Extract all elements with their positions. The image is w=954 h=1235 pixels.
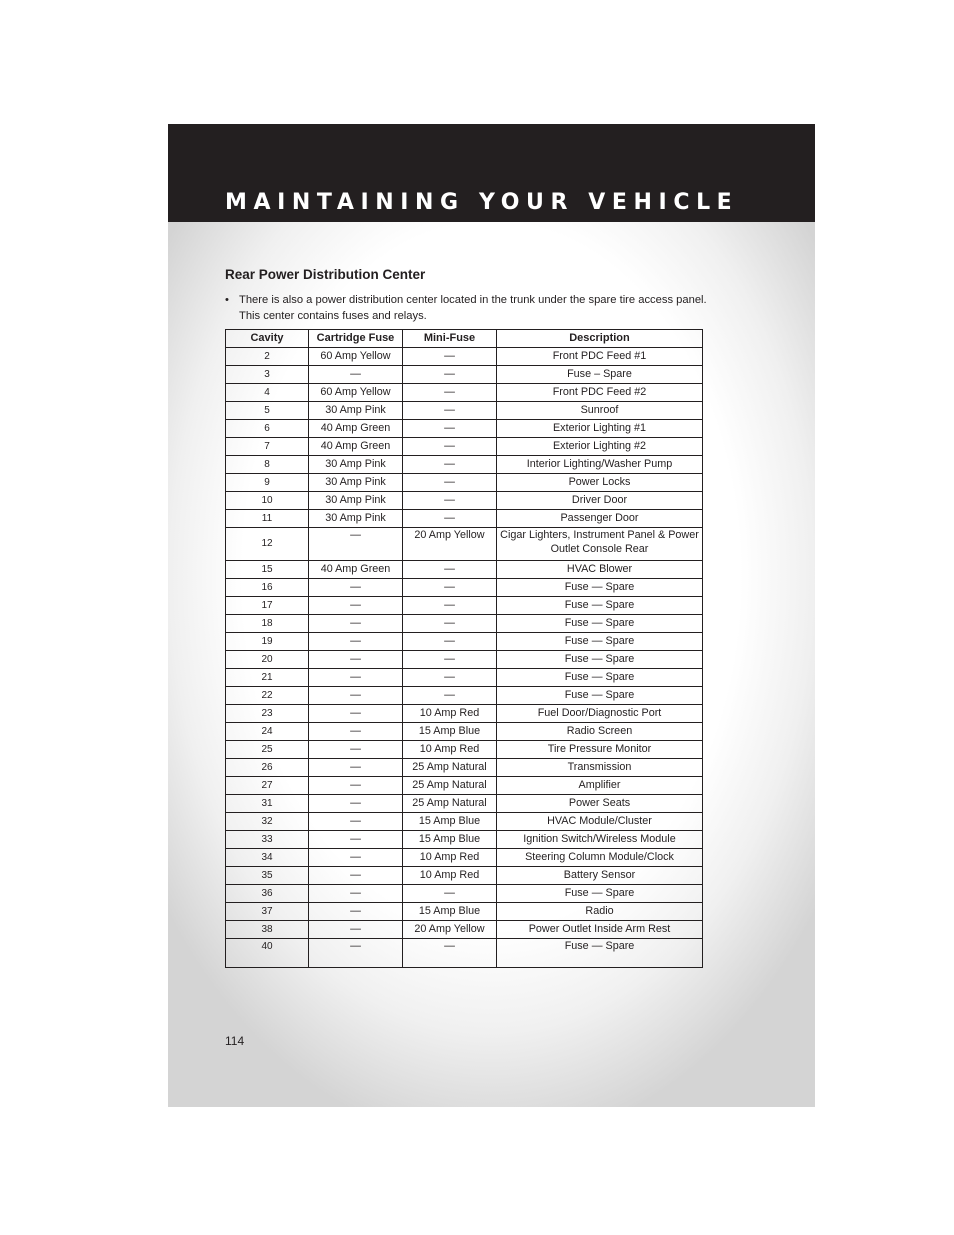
table-row	[226, 669, 703, 687]
manual-page	[168, 124, 815, 1107]
table-row	[226, 456, 703, 474]
table-row	[226, 420, 703, 438]
table-row	[226, 813, 703, 831]
description-cell: Front PDC Feed #2	[497, 384, 703, 402]
table-row	[226, 366, 703, 384]
description-cell: Transmission	[497, 759, 703, 777]
description-cell: Sunroof	[497, 402, 703, 420]
mini-fuse-cell: 10 Amp Red	[403, 705, 497, 723]
table-row	[226, 885, 703, 903]
mini-fuse-cell: 20 Amp Yellow	[403, 528, 497, 561]
cartridge-fuse-cell: —	[309, 723, 403, 741]
cavity-cell: 26	[226, 759, 309, 777]
table-header-row	[226, 330, 703, 348]
description-cell: Front PDC Feed #1	[497, 348, 703, 366]
cartridge-fuse-cell: —	[309, 867, 403, 885]
description-cell: Fuse — Spare	[497, 939, 703, 968]
cavity-cell: 22	[226, 687, 309, 705]
description-cell: Power Outlet Inside Arm Rest	[497, 921, 703, 939]
table-row	[226, 579, 703, 597]
mini-fuse-cell: 10 Amp Red	[403, 849, 497, 867]
mini-fuse-cell: —	[403, 615, 497, 633]
table-row	[226, 492, 703, 510]
cavity-cell: 5	[226, 402, 309, 420]
cavity-cell: 6	[226, 420, 309, 438]
cavity-cell: 11	[226, 510, 309, 528]
cartridge-fuse-cell: 30 Amp Pink	[309, 474, 403, 492]
mini-fuse-cell: 20 Amp Yellow	[403, 921, 497, 939]
mini-fuse-cell: —	[403, 366, 497, 384]
description-cell: Fuse — Spare	[497, 597, 703, 615]
mini-fuse-cell: —	[403, 510, 497, 528]
cartridge-fuse-cell: 60 Amp Yellow	[309, 348, 403, 366]
table-row	[226, 795, 703, 813]
cartridge-fuse-cell: —	[309, 366, 403, 384]
cartridge-fuse-cell: —	[309, 687, 403, 705]
table-row	[226, 705, 703, 723]
mini-fuse-cell: —	[403, 492, 497, 510]
table-row	[226, 348, 703, 366]
cartridge-fuse-cell: 40 Amp Green	[309, 561, 403, 579]
mini-fuse-cell: —	[403, 561, 497, 579]
mini-fuse-cell: —	[403, 384, 497, 402]
table-row	[226, 849, 703, 867]
cartridge-fuse-cell: —	[309, 831, 403, 849]
description-cell: Interior Lighting/Washer Pump	[497, 456, 703, 474]
mini-fuse-cell: —	[403, 633, 497, 651]
description-cell: Exterior Lighting #2	[497, 438, 703, 456]
cartridge-fuse-cell: 30 Amp Pink	[309, 456, 403, 474]
description-cell: Fuse — Spare	[497, 615, 703, 633]
mini-fuse-cell: 25 Amp Natural	[403, 777, 497, 795]
mini-fuse-cell: —	[403, 420, 497, 438]
cartridge-fuse-cell: —	[309, 849, 403, 867]
cavity-cell: 27	[226, 777, 309, 795]
mini-fuse-cell: —	[403, 669, 497, 687]
description-cell: Fuse — Spare	[497, 579, 703, 597]
description-cell: Battery Sensor	[497, 867, 703, 885]
cartridge-fuse-cell: —	[309, 741, 403, 759]
table-row	[226, 402, 703, 420]
cartridge-fuse-cell: —	[309, 705, 403, 723]
cartridge-fuse-cell: —	[309, 795, 403, 813]
table-row	[226, 687, 703, 705]
table-row	[226, 777, 703, 795]
cartridge-fuse-cell: —	[309, 903, 403, 921]
cartridge-fuse-cell: —	[309, 597, 403, 615]
table-row	[226, 831, 703, 849]
cartridge-fuse-cell: —	[309, 528, 403, 561]
mini-fuse-cell: 15 Amp Blue	[403, 723, 497, 741]
description-cell: Cigar Lighters, Instrument Panel & Power Outlet Console Rear	[497, 528, 703, 561]
cavity-cell: 36	[226, 885, 309, 903]
description-cell: HVAC Blower	[497, 561, 703, 579]
cartridge-fuse-cell: —	[309, 885, 403, 903]
table-row	[226, 741, 703, 759]
cavity-cell: 4	[226, 384, 309, 402]
mini-fuse-cell: —	[403, 687, 497, 705]
mini-fuse-cell: 15 Amp Blue	[403, 831, 497, 849]
mini-fuse-cell: —	[403, 597, 497, 615]
table-body	[226, 348, 703, 968]
cavity-cell: 8	[226, 456, 309, 474]
cavity-cell: 9	[226, 474, 309, 492]
page-number: 114	[225, 1034, 245, 1048]
description-cell: Radio	[497, 903, 703, 921]
mini-fuse-cell: —	[403, 651, 497, 669]
description-cell: Ignition Switch/Wireless Module	[497, 831, 703, 849]
cartridge-fuse-cell: —	[309, 777, 403, 795]
description-cell: HVAC Module/Cluster	[497, 813, 703, 831]
table-row	[226, 903, 703, 921]
table-row	[226, 474, 703, 492]
cavity-cell: 24	[226, 723, 309, 741]
description-cell: Fuse — Spare	[497, 687, 703, 705]
description-cell: Fuse — Spare	[497, 669, 703, 687]
cavity-cell: 40	[226, 939, 309, 968]
table-row	[226, 867, 703, 885]
description-cell: Power Seats	[497, 795, 703, 813]
cavity-cell: 12	[226, 528, 309, 561]
cavity-cell: 7	[226, 438, 309, 456]
description-cell: Fuse — Spare	[497, 633, 703, 651]
mini-fuse-cell: 10 Amp Red	[403, 867, 497, 885]
cavity-cell: 15	[226, 561, 309, 579]
cavity-cell: 31	[226, 795, 309, 813]
cavity-cell: 17	[226, 597, 309, 615]
cavity-cell: 10	[226, 492, 309, 510]
description-cell: Power Locks	[497, 474, 703, 492]
cavity-cell: 35	[226, 867, 309, 885]
cavity-cell: 32	[226, 813, 309, 831]
cavity-cell: 21	[226, 669, 309, 687]
section-heading: Rear Power Distribution Center	[225, 267, 426, 282]
cartridge-fuse-cell: —	[309, 939, 403, 968]
cartridge-fuse-cell: 30 Amp Pink	[309, 510, 403, 528]
description-cell: Driver Door	[497, 492, 703, 510]
mini-fuse-cell: —	[403, 885, 497, 903]
table-row	[226, 597, 703, 615]
cartridge-fuse-cell: 30 Amp Pink	[309, 492, 403, 510]
fuse-table	[225, 329, 703, 968]
mini-fuse-cell: —	[403, 579, 497, 597]
mini-fuse-cell: 15 Amp Blue	[403, 813, 497, 831]
bullet-marker: •	[225, 294, 229, 306]
cavity-cell: 25	[226, 741, 309, 759]
column-header-mini-fuse: Mini-Fuse	[403, 330, 497, 348]
cavity-cell: 20	[226, 651, 309, 669]
description-cell: Fuse — Spare	[497, 651, 703, 669]
table-row	[226, 921, 703, 939]
mini-fuse-cell: 25 Amp Natural	[403, 795, 497, 813]
description-cell: Radio Screen	[497, 723, 703, 741]
table-row	[226, 633, 703, 651]
mini-fuse-cell: 25 Amp Natural	[403, 759, 497, 777]
description-cell: Fuse — Spare	[497, 885, 703, 903]
cavity-cell: 3	[226, 366, 309, 384]
table-row	[226, 438, 703, 456]
header-banner	[168, 124, 815, 222]
cartridge-fuse-cell: —	[309, 921, 403, 939]
cartridge-fuse-cell: —	[309, 633, 403, 651]
cartridge-fuse-cell: 40 Amp Green	[309, 438, 403, 456]
column-header-cartridge-fuse: Cartridge Fuse	[309, 330, 403, 348]
page-title: MAINTAINING YOUR VEHICLE	[225, 190, 739, 215]
table-row	[226, 651, 703, 669]
description-cell: Amplifier	[497, 777, 703, 795]
cavity-cell: 2	[226, 348, 309, 366]
table-row	[226, 723, 703, 741]
cavity-cell: 23	[226, 705, 309, 723]
cartridge-fuse-cell: —	[309, 615, 403, 633]
mini-fuse-cell: —	[403, 456, 497, 474]
cartridge-fuse-cell: —	[309, 813, 403, 831]
bullet-paragraph	[225, 292, 715, 324]
cartridge-fuse-cell: —	[309, 651, 403, 669]
cavity-cell: 37	[226, 903, 309, 921]
mini-fuse-cell: —	[403, 402, 497, 420]
cavity-cell: 16	[226, 579, 309, 597]
description-cell: Tire Pressure Monitor	[497, 741, 703, 759]
mini-fuse-cell: —	[403, 474, 497, 492]
description-cell: Steering Column Module/Clock	[497, 849, 703, 867]
mini-fuse-cell: —	[403, 939, 497, 968]
mini-fuse-cell: 15 Amp Blue	[403, 903, 497, 921]
cartridge-fuse-cell: —	[309, 759, 403, 777]
column-header-cavity: Cavity	[226, 330, 309, 348]
cavity-cell: 38	[226, 921, 309, 939]
cartridge-fuse-cell: —	[309, 579, 403, 597]
description-cell: Exterior Lighting #1	[497, 420, 703, 438]
table-row	[226, 384, 703, 402]
cavity-cell: 19	[226, 633, 309, 651]
description-cell: Passenger Door	[497, 510, 703, 528]
table-row	[226, 528, 703, 561]
cartridge-fuse-cell: 60 Amp Yellow	[309, 384, 403, 402]
table-row	[226, 561, 703, 579]
mini-fuse-cell: —	[403, 438, 497, 456]
table-row	[226, 510, 703, 528]
cavity-cell: 33	[226, 831, 309, 849]
mini-fuse-cell: —	[403, 348, 497, 366]
table-row	[226, 759, 703, 777]
table-row	[226, 615, 703, 633]
description-cell: Fuel Door/Diagnostic Port	[497, 705, 703, 723]
cartridge-fuse-cell: 40 Amp Green	[309, 420, 403, 438]
description-cell: Fuse – Spare	[497, 366, 703, 384]
column-header-description: Description	[497, 330, 703, 348]
cartridge-fuse-cell: —	[309, 669, 403, 687]
bullet-text: There is also a power distribution center located in the trunk under the spare tire access panel. This center contains fuses and relays.	[239, 294, 707, 322]
table-row	[226, 939, 703, 968]
cavity-cell: 18	[226, 615, 309, 633]
cavity-cell: 34	[226, 849, 309, 867]
mini-fuse-cell: 10 Amp Red	[403, 741, 497, 759]
cartridge-fuse-cell: 30 Amp Pink	[309, 402, 403, 420]
